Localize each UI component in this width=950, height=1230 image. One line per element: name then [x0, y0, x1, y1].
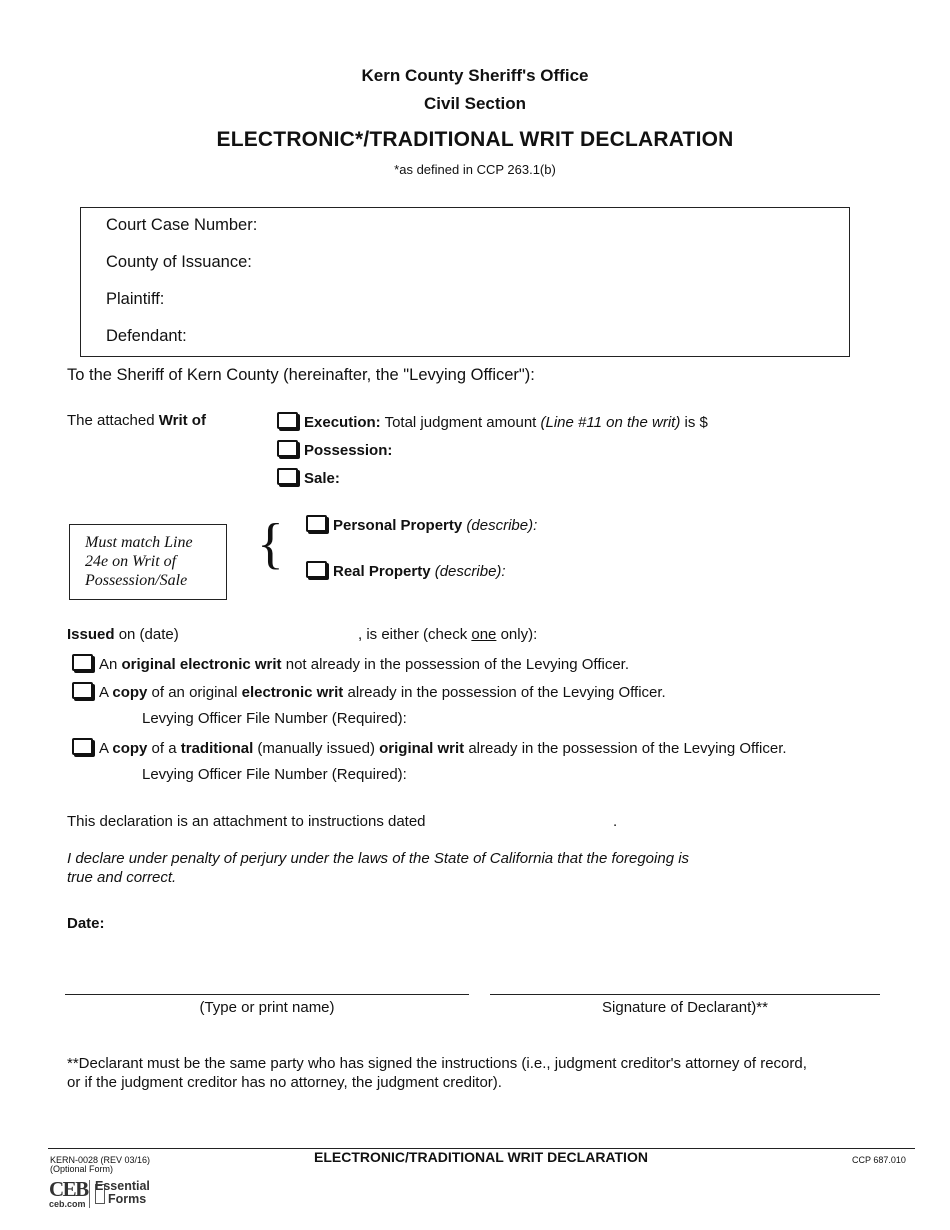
signature-line[interactable]: [490, 994, 880, 995]
real-property-option[interactable]: Real Property (describe):: [306, 561, 506, 580]
writ-of-label: The attached Writ of: [67, 412, 206, 429]
logo-separator: [89, 1180, 90, 1208]
section-heading: Civil Section: [423, 94, 527, 113]
office-heading: Kern County Sheriff's Office: [361, 66, 589, 85]
personal-property-option[interactable]: Personal Property (describe):: [306, 515, 537, 534]
essential-forms-logo: Essential: [95, 1179, 150, 1193]
file-number-field-traditional[interactable]: Levying Officer File Number (Required):: [142, 766, 407, 783]
footer-title: ELECTRONIC/TRADITIONAL WRIT DECLARATION: [314, 1149, 648, 1165]
print-name-label: (Type or print name): [199, 999, 335, 1016]
check-one-instruction: , is either (check one only):: [358, 626, 538, 643]
execution-option[interactable]: Execution: Total judgment amount (Line #11 on the writ) is $: [277, 412, 708, 431]
instructions-date-field[interactable]: This declaration is an attachment to instructions dated: [67, 813, 426, 830]
sale-option[interactable]: Sale:: [277, 468, 340, 487]
file-number-field-electronic[interactable]: Levying Officer File Number (Required):: [142, 710, 407, 727]
sale-checkbox[interactable]: [277, 468, 298, 485]
possession-checkbox[interactable]: [277, 440, 298, 457]
copy-electronic-writ-option[interactable]: A copy of an original electronic writ already in the possession of the Levying Officer.: [72, 682, 666, 701]
essential-forms-logo-2: Forms: [108, 1192, 147, 1206]
title-footnote: *as defined in CCP 263.1(b): [394, 162, 556, 177]
ccp-reference: CCP 687.010: [852, 1155, 906, 1165]
must-match-note: Must match Line 24e on Writ of Possession/Sale: [69, 524, 227, 600]
ceb-logo: CEB: [49, 1177, 88, 1201]
ceb-logo-url: ceb.com: [49, 1199, 86, 1209]
attachment-period: .: [613, 813, 618, 830]
declaration-line-2: true and correct.: [67, 869, 177, 886]
original-electronic-checkbox[interactable]: [72, 654, 93, 671]
personal-property-checkbox[interactable]: [306, 515, 327, 532]
declarant-note-line-2: or if the judgment creditor has no attorney, the judgment creditor).: [67, 1074, 502, 1091]
copy-electronic-checkbox[interactable]: [72, 682, 93, 699]
form-number: KERN-0028 (REV 03/16): [50, 1155, 151, 1165]
defendant-field[interactable]: Defendant:: [106, 327, 187, 345]
real-property-checkbox[interactable]: [306, 561, 327, 578]
to-sheriff-text: To the Sheriff of Kern County (hereinafter, the "Levying Officer"):: [67, 366, 535, 384]
original-electronic-writ-option[interactable]: An original electronic writ not already in the possession of the Levying Officer.: [72, 654, 629, 673]
copy-traditional-checkbox[interactable]: [72, 738, 93, 755]
form-title: ELECTRONIC*/TRADITIONAL WRIT DECLARATION: [216, 128, 734, 151]
signature-label: Signature of Declarant)**: [602, 999, 768, 1016]
name-line[interactable]: [65, 994, 469, 995]
plaintiff-field[interactable]: Plaintiff:: [106, 290, 165, 308]
issued-date-field[interactable]: Issued on (date): [67, 626, 179, 643]
county-of-issuance-field[interactable]: County of Issuance:: [106, 253, 252, 271]
declarant-note-line-1: **Declarant must be the same party who has signed the instructions (i.e., judgment creditor's attorney of record,: [67, 1055, 807, 1072]
declaration-line-1: I declare under penalty of perjury under the laws of the State of California that the foregoing is: [67, 850, 690, 867]
possession-option[interactable]: Possession:: [277, 440, 392, 459]
copy-traditional-writ-option[interactable]: A copy of a traditional (manually issued) original writ already in the possession of the Levying Officer.: [72, 738, 787, 757]
execution-checkbox[interactable]: [277, 412, 298, 429]
optional-form-label: (Optional Form): [50, 1164, 114, 1174]
date-field[interactable]: Date:: [67, 915, 105, 932]
court-case-number-field[interactable]: Court Case Number:: [106, 216, 258, 234]
brace-glyph: {: [257, 513, 284, 575]
